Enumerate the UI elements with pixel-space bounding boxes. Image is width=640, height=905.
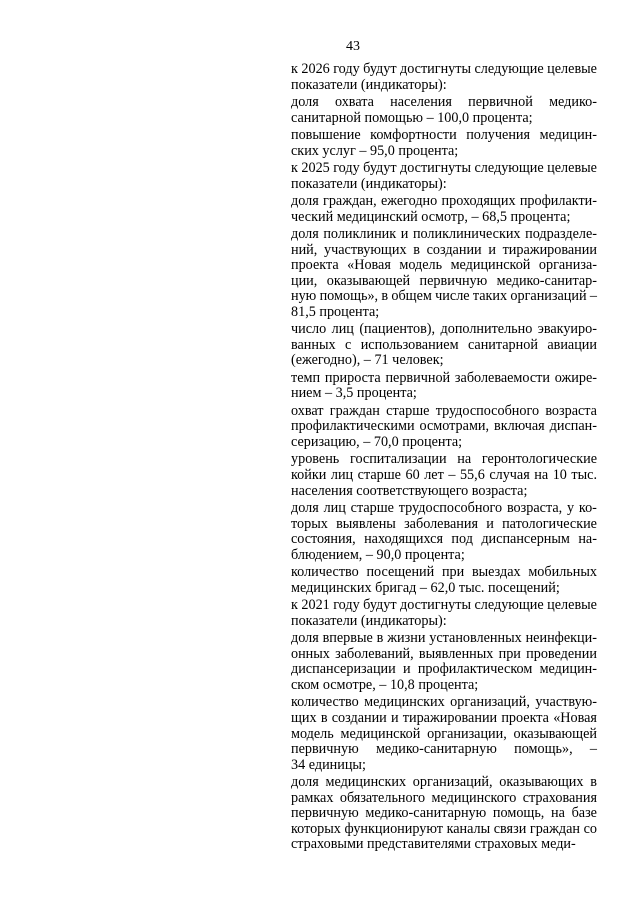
text-line: модель медицинской организации, оказывающей xyxy=(291,725,597,742)
paragraph xyxy=(291,95,597,126)
text-line: количество медицинских организаций, участвую- xyxy=(291,694,597,711)
page-number: 43 xyxy=(346,39,360,54)
text-line: к 2021 году будут достигнуты следующие целевые xyxy=(291,597,597,614)
paragraph xyxy=(291,565,597,596)
text-line: торых выявлены заболевания и патологические xyxy=(291,515,597,532)
text-line: охват граждан старше трудоспособного возраста xyxy=(291,402,597,419)
text-line: 81,5 процента; xyxy=(291,303,380,320)
paragraph xyxy=(291,194,597,225)
text-line: доля поликлиник и поликлинических подразделе- xyxy=(291,225,597,242)
text-line: страховыми представителями страховых меди- xyxy=(291,836,576,853)
text-line: рамках обязательного медицинского страхования xyxy=(291,789,597,806)
text-line: уровень госпитализации на геронтологические xyxy=(291,451,597,468)
text-line: ную помощь», в общем числе таких организаций – xyxy=(291,288,597,305)
text-line: санитарной помощью – 100,0 процента; xyxy=(291,109,533,126)
text-line: которых функционируют каналы связи граждан со xyxy=(291,820,597,837)
text-line: доля граждан, ежегодно проходящих профилакти- xyxy=(291,192,597,209)
paragraph xyxy=(291,128,597,159)
document-body xyxy=(291,62,597,855)
text-line: ском осмотре, – 10,8 процента; xyxy=(291,676,479,693)
text-line: к 2026 году будут достигнуты следующие целевые xyxy=(291,61,597,77)
paragraph xyxy=(291,775,597,853)
text-line: первичную медико-санитарную помощь, на базе xyxy=(291,805,597,822)
paragraph xyxy=(291,501,597,563)
text-line: ческий медицинский осмотр, – 68,5 процента; xyxy=(291,208,571,225)
text-line: онных заболеваний, выявленных при проведении xyxy=(291,645,597,662)
paragraph xyxy=(291,322,597,369)
text-line: койки лиц старше 60 лет – 55,6 случая на 10 тыс. xyxy=(291,467,597,484)
text-line: первичную медико-санитарную помощь», – xyxy=(291,741,597,758)
text-line: (ежегодно), – 71 человек; xyxy=(291,352,444,369)
text-line: блюдением, – 90,0 процента; xyxy=(291,546,465,563)
text-line: к 2025 году будут достигнуты следующие целевые xyxy=(291,159,597,176)
text-line: 34 единицы; xyxy=(291,756,366,773)
text-line: серизацию, – 70,0 процента; xyxy=(291,434,463,451)
text-line: проекта «Новая модель медицинской организа- xyxy=(291,257,597,274)
text-line: нием – 3,5 процента; xyxy=(291,385,417,402)
text-line: количество посещений при выездах мобильных xyxy=(291,564,597,581)
paragraph xyxy=(291,452,597,499)
paragraph xyxy=(291,695,597,773)
paragraph xyxy=(291,227,597,321)
paragraph xyxy=(291,404,597,451)
paragraph xyxy=(291,598,597,629)
paragraph xyxy=(291,631,597,693)
text-line: населения соответствующего возраста; xyxy=(291,482,528,499)
text-line: профилактическими осмотрами, включая диспан- xyxy=(291,418,597,435)
paragraph xyxy=(291,62,597,93)
text-line: щих в создании и тиражировании проекта «Новая xyxy=(291,709,597,726)
text-line: ских услуг – 95,0 процента; xyxy=(291,142,459,159)
text-line: показатели (индикаторы): xyxy=(291,612,447,629)
text-line: диспансеризации и профилактическом медицин- xyxy=(291,661,597,678)
paragraph xyxy=(291,161,597,192)
text-line: доля охвата населения первичной медико- xyxy=(291,93,597,110)
text-line: показатели (индикаторы): xyxy=(291,175,447,192)
text-line: ний, участвующих в создании и тиражировании xyxy=(291,241,597,258)
text-line: темп прироста первичной заболеваемости ожире- xyxy=(291,369,597,386)
text-line: ванных с использованием санитарной авиации xyxy=(291,336,597,353)
text-line: ции, оказывающей первичную медико-санитар- xyxy=(291,272,597,289)
text-line: показатели (индикаторы): xyxy=(291,76,447,93)
text-line: доля медицинских организаций, оказывающих в xyxy=(291,774,597,791)
text-line: доля лиц старше трудоспособного возраста, у ко- xyxy=(291,500,597,516)
text-line: состояния, находящихся под диспансерным на- xyxy=(291,531,597,548)
text-line: число лиц (пациентов), дополнительно эвакуиро- xyxy=(291,321,597,338)
text-line: повышение комфортности получения медицин- xyxy=(291,126,597,143)
paragraph xyxy=(291,371,597,402)
text-line: доля впервые в жизни установленных неинфекци- xyxy=(291,630,597,647)
text-line: медицинских бригад – 62,0 тыс. посещений; xyxy=(291,579,560,596)
